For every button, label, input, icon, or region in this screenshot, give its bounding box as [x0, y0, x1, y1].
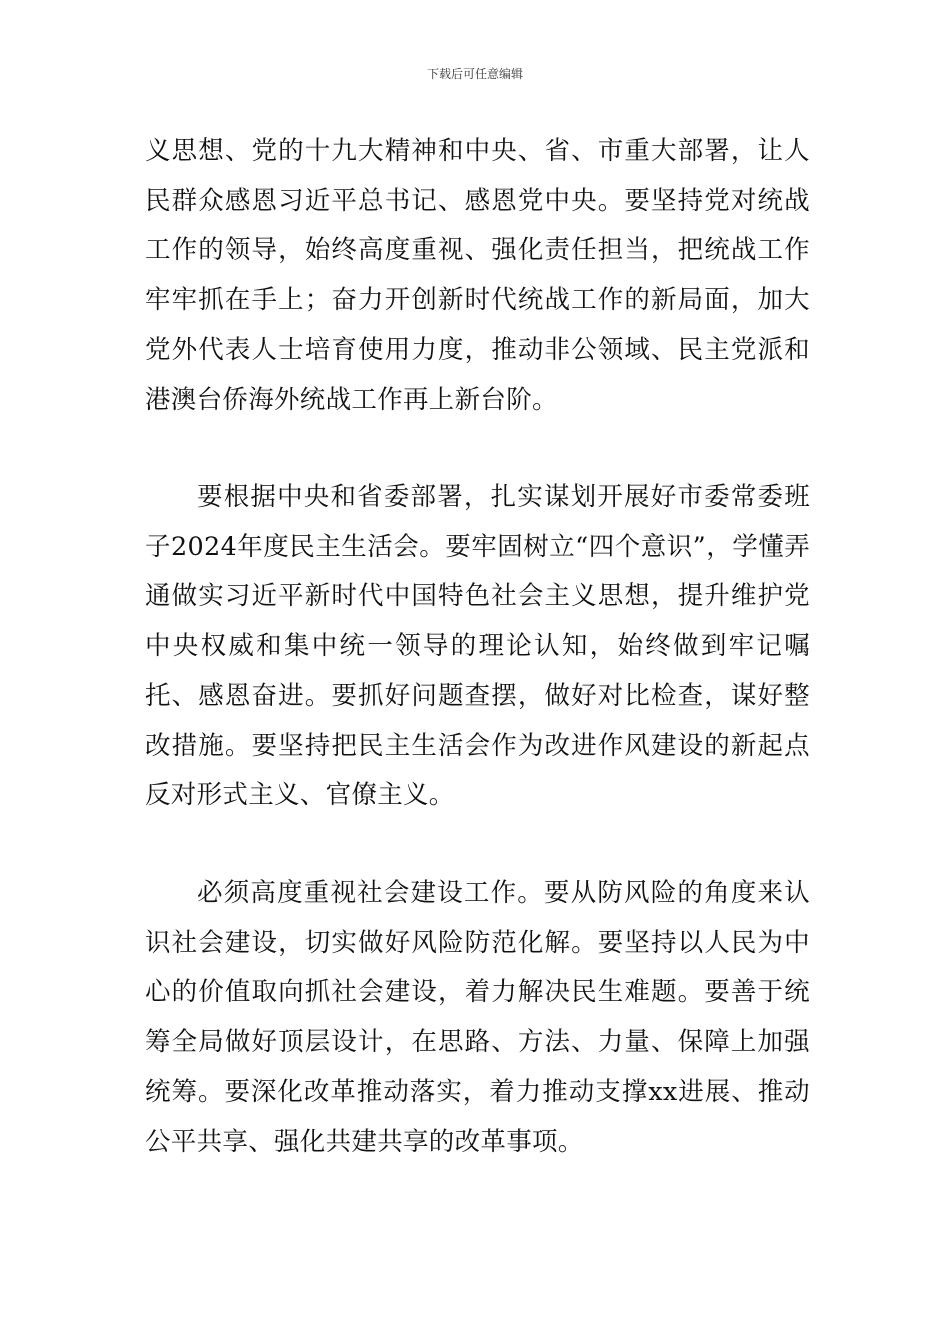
page-header: 下载后可任意编辑 — [426, 67, 523, 81]
paragraph-continuation: 义思想、党的十九大精神和中央、省、市重大部署，让人民群众感恩习近平总书记、感恩党中央。要坚持党对统战工作的领导，始终高度重视、强化责任担当，把统战工作牢牢抓在手上；奋力开创新时代统战工作的新局面，加大党外代表人士培育使用力度，推动非公领域、民主党派和港澳台侨海外统战工作再上新台阶。 — [145, 136, 810, 415]
paragraph-democratic-life-meeting: 要根据中央和省委部署，扎实谋划开展好市委常委班子2024年度民主生活会。要牢固树立“四个意识”，学懂弄通做实习近平新时代中国特色社会主义思想，提升维护党中央权威和集中统一领导的理论认知，始终做到牢记嘱托、感恩奋进。要抓好问题查摆，做好对比检查，谋好整改措施。要坚持把民主生活会作为改进作风建设的新起点反对形式主义、官僚主义。 — [145, 482, 810, 811]
paragraph-social-construction: 必须高度重视社会建设工作。要从防风险的角度来认识社会建设，切实做好风险防范化解。要坚持以人民为中心的价值取向抓社会建设，着力解决民生难题。要善于统筹全局做好顶层设计，在思路、方法、力量、保障上加强统筹。要深化改革推动落实，着力推动支撑xx进展、推动公平共享、强化共建共享的改革事项。 — [145, 878, 810, 1157]
